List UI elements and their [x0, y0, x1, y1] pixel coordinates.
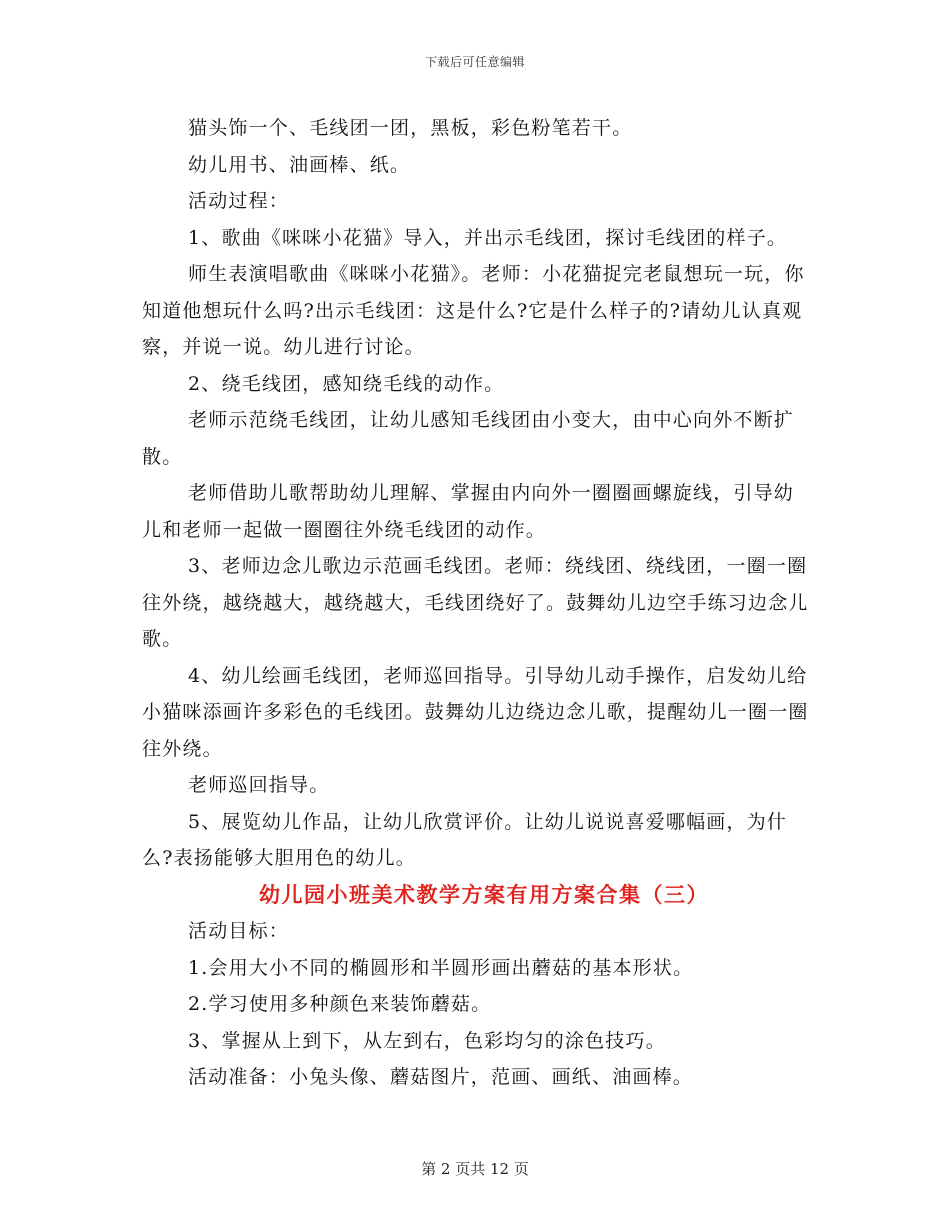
paragraph: 活动准备：小兔头像、蘑菇图片，范画、画纸、油画棒。: [188, 1066, 694, 1088]
paragraph: 猫头饰一个、毛线团一团，黑板，彩色粉笔若干。: [188, 117, 633, 139]
page-footer: 第 2 页共 12 页: [421, 1160, 529, 1178]
paragraph: 4、幼儿绘画毛线团，老师巡回指导。引导幼儿动手操作，启发幼儿给小猫咪添画许多彩色的毛线团。鼓舞幼儿边绕边念儿歌，提醒幼儿一圈一圈往外绕。: [142, 664, 809, 760]
paragraph: 老师巡回指导。: [188, 774, 330, 796]
paragraph: 3、掌握从上到下，从左到右，色彩均匀的涂色技巧。: [188, 1029, 666, 1052]
paragraph: 2、绕毛线团，感知绕毛线的动作。: [188, 372, 505, 395]
document-body: [142, 110, 810, 1096]
paragraph: 5、展览幼儿作品，让幼儿欣赏评价。让幼儿说说喜爱哪幅画，为什么?表扬能够大胆用色的幼儿。: [142, 810, 788, 869]
paragraph: 师生表演唱歌曲《咪咪小花猫》。老师：小花猫捉完老鼠想玩一玩，你知道他想玩什么吗?出示毛线团：这是什么?它是什么样子的?请幼儿认真观察，并说一说。幼儿进行讨论。: [142, 263, 805, 358]
section-title: 幼儿园小班美术教学方案有用方案合集（三）: [259, 881, 709, 907]
paragraph: 1.会用大小不同的椭圆形和半圆形画出蘑菇的基本形状。: [188, 956, 694, 979]
paragraph: 3、老师边念儿歌边示范画毛线团。老师：绕线团、绕线团，一圈一圈往外绕，越绕越大，越绕越大，毛线团绕好了。鼓舞幼儿边空手练习边念儿歌。: [142, 555, 809, 650]
paragraph: 活动过程：: [188, 190, 290, 212]
page-header: 下载后可任意编辑: [424, 55, 525, 69]
paragraph: 2.学习使用多种颜色来装饰蘑菇。: [188, 993, 492, 1015]
paragraph: 老师示范绕毛线团，让幼儿感知毛线团由小变大，由中心向外不断扩散。: [142, 409, 795, 468]
paragraph: 活动目标：: [188, 920, 290, 942]
paragraph: 幼儿用书、油画棒、纸。: [188, 153, 411, 176]
paragraph: 老师借助儿歌帮助幼儿理解、掌握由内向外一圈圈画螺旋线，引导幼儿和老师一起做一圈圈往外绕毛线团的动作。: [142, 482, 795, 541]
paragraph: 1、歌曲《咪咪小花猫》导入，并出示毛线团，探讨毛线团的样子。: [188, 226, 788, 249]
